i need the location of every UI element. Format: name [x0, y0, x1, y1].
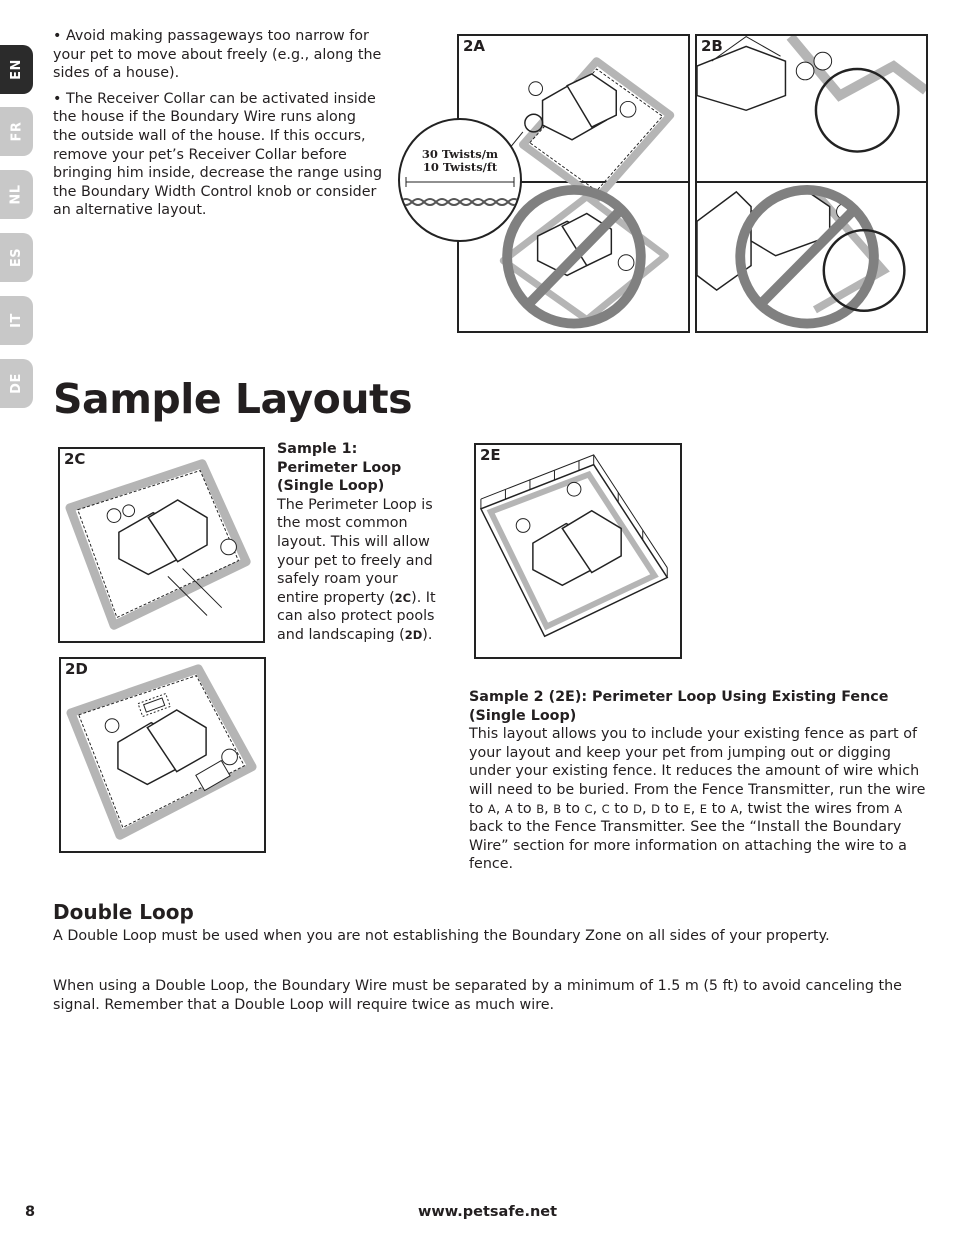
tab-fr[interactable]: [0, 107, 33, 156]
tab-de[interactable]: [0, 359, 33, 408]
ref-2d: 2D: [404, 627, 423, 642]
tab-nl[interactable]: [0, 170, 33, 219]
sample2-heading: Sample 2 (2E): Perimeter Loop Using Existing Fence (Single Loop): [469, 689, 889, 724]
footer-url[interactable]: www.petsafe.net: [418, 1204, 558, 1220]
twist-imperial-label: 10 Twists/ft: [422, 160, 498, 174]
double-loop-para1: A Double Loop must be used when you are not establishing the Boundary Zone on all sides of your property.: [53, 928, 830, 944]
figure-2e-label: 2E: [480, 446, 501, 464]
sample1-heading: Sample 1: Perimeter Loop (Single Loop): [277, 441, 402, 495]
bullet-list: [53, 27, 383, 220]
tab-it[interactable]: [0, 296, 33, 345]
figure-2b-label: 2B: [701, 37, 723, 55]
twist-detail-magnifier: [398, 118, 522, 242]
bullet-collar-inside: • The Receiver Collar can be activated inside the house if the Boundary Wire runs along the outside wall of the house. If this occurs, remove your pet’s Receiver Collar before bringing him inside, decrease the range using the Boundary Width Control knob or consider an alternative layout.: [53, 90, 383, 219]
tab-en[interactable]: [0, 45, 33, 94]
sample1-block: [277, 440, 442, 645]
tab-label-en: EN: [8, 59, 24, 80]
page-number: 8: [25, 1204, 36, 1220]
sample1-body: The Perimeter Loop is the most common layout. This will allow your pet to freely and safely roam your entire property (2C). It can also protect pools and landscaping (2D).: [277, 496, 436, 643]
tab-label-de: DE: [8, 373, 24, 394]
figure-2a-label: 2A: [463, 37, 486, 55]
twist-metric-label: 30 Twists/m: [421, 147, 499, 161]
tab-label-es: ES: [9, 247, 24, 268]
figure-2c-illustration: [60, 449, 263, 641]
double-loop-heading: Double Loop: [53, 900, 194, 924]
twisted-wire-graphic: [400, 120, 520, 240]
sample2-block: [469, 688, 934, 874]
page-title: Sample Layouts: [53, 375, 413, 423]
figure-2b: [695, 34, 928, 333]
tab-es[interactable]: [0, 233, 33, 282]
ref-2c: 2C: [394, 590, 412, 605]
tab-label-fr: FR: [8, 121, 24, 142]
tab-label-it: IT: [9, 313, 24, 328]
sample2-body: This layout allows you to include your existing fence as part of your layout and keep your pet from jumping out or digging under your existing fence. It reduces the amount of wire which will need to be buried. From the Fence Transmitter, run the wire to A, A to B, B to C, C to D, D to E, E to A, twist the wires from A back to the Fence Transmitter. See the “Install the Boundary Wire” section for more information on attaching the wire to a fence.: [469, 726, 926, 873]
figure-2d-label: 2D: [65, 660, 88, 678]
figure-2e: [474, 443, 682, 659]
figure-2c: [58, 447, 265, 643]
tab-label-nl: NL: [8, 184, 24, 205]
figure-2b-illustration: [697, 36, 926, 331]
bullet-passageways: • Avoid making passageways too narrow for your pet to move about freely (e.g., along the sides of a house).: [53, 28, 382, 82]
double-loop-para2: When using a Double Loop, the Boundary Wire must be separated by a minimum of 1.5 m (5 ft) to avoid canceling the signal. Remember that a Double Loop will require twice as much wire.: [53, 978, 902, 1013]
figure-2d: [59, 657, 266, 853]
figure-2c-label: 2C: [64, 450, 86, 468]
figure-2d-illustration: [61, 659, 264, 851]
figure-2e-illustration: [476, 445, 680, 657]
